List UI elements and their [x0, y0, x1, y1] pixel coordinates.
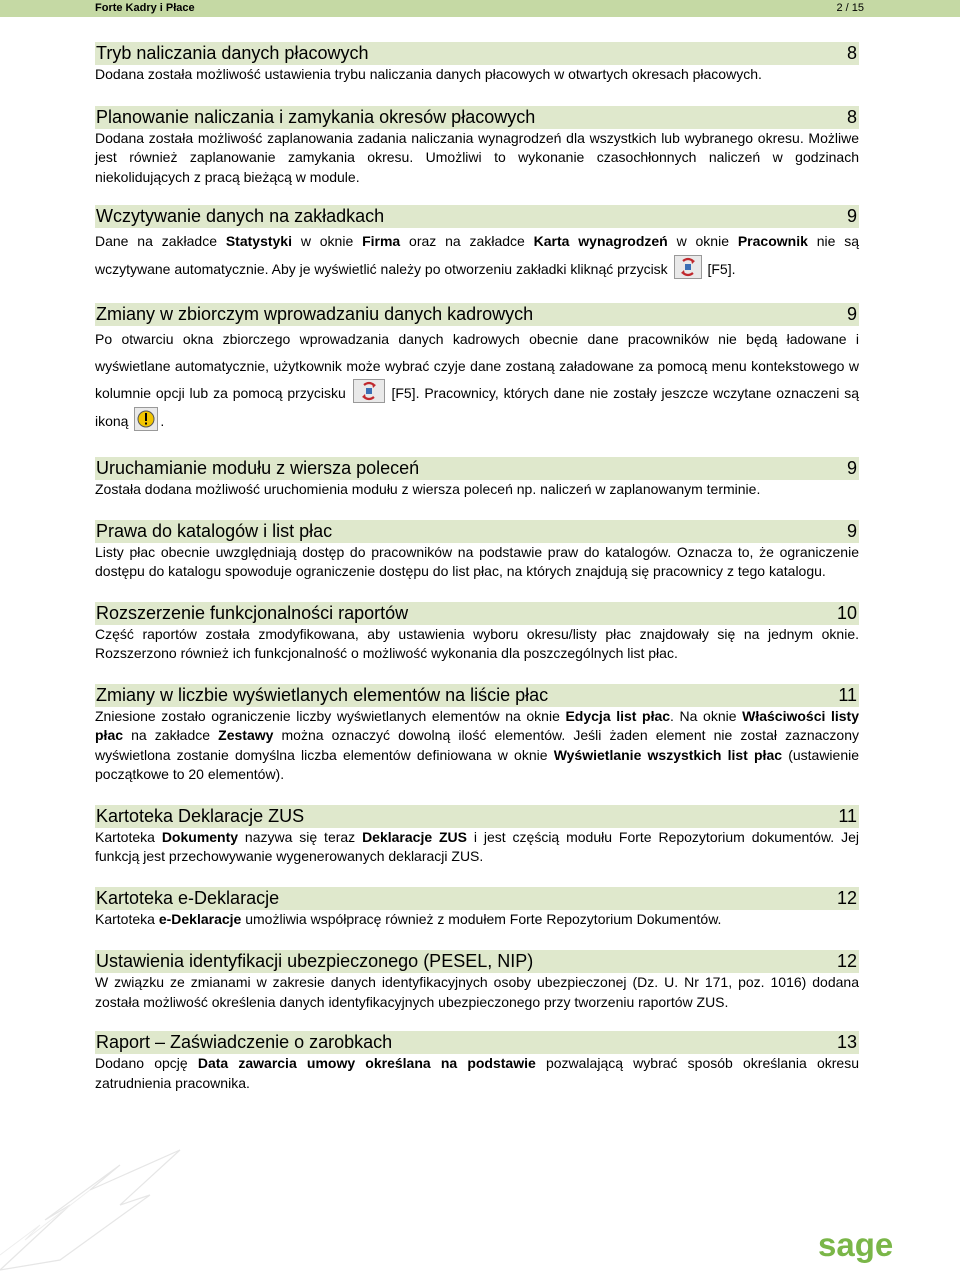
section-title: Zmiany w liczbie wyświetlanych elementów na liście płac	[96, 684, 549, 705]
section-title: Planowanie naliczania i zamykania okresów płacowych	[96, 106, 536, 127]
document-body	[95, 42, 859, 1108]
section-planowanie	[95, 106, 859, 188]
section-title: Kartoteka Deklaracje ZUS	[96, 805, 305, 826]
section-heading	[95, 805, 859, 828]
section-text: Została dodana możliwość uruchomienia modułu z wiersza poleceń np. naliczeń w zaplanowanym terminie.	[95, 481, 761, 497]
section-e-deklaracje	[95, 887, 859, 930]
sage-logo	[818, 1230, 898, 1273]
section-title: Kartoteka e-Deklaracje	[96, 887, 280, 908]
section-title: Prawa do katalogów i list płac	[96, 520, 333, 541]
section-title: Tryb naliczania danych płacowych	[96, 43, 369, 63]
section-title: Raport – Zaświadczenie o zarobkach	[96, 1032, 393, 1052]
section-text: Listy płac obecnie uwzględniają dostęp do pracowników na podstawie praw do katalogów. Oznacza to, że ograniczenie dostępu do katalogu spowoduje ograniczenie dostępu do list płac, na których znajdują się pracownicy z tego katalogu.	[95, 543, 859, 579]
section-heading	[95, 602, 859, 625]
section-lista-plac	[95, 684, 859, 785]
section-heading	[95, 42, 859, 65]
refresh-icon[interactable]	[674, 255, 702, 279]
section-wczytywanie	[95, 205, 859, 283]
section-text: Dane na zakładce Statystyki w oknie Firma oraz na zakładce Karta wynagrodzeń w oknie Pracownik nie są wczytywane automatycznie. Aby je wyświetlić należy po otworzeniu zakładki kliknąć przycisk [F5].	[95, 233, 860, 277]
section-heading	[95, 205, 859, 228]
section-page: 8	[846, 43, 857, 63]
section-page: 13	[836, 1032, 857, 1052]
section-page: 9	[846, 206, 857, 226]
section-page: 8	[846, 106, 857, 127]
section-heading	[95, 106, 859, 129]
section-heading	[95, 950, 859, 973]
section-heading	[95, 520, 859, 543]
decorative-bolt	[0, 1145, 300, 1275]
section-heading	[95, 1031, 859, 1054]
page-number: 2 / 15	[836, 2, 864, 14]
section-uruchamianie	[95, 457, 859, 500]
section-heading	[95, 887, 859, 910]
section-page: 9	[846, 458, 857, 478]
document-title: Forte Kadry i Płace	[95, 2, 195, 14]
section-page: 12	[836, 951, 857, 971]
section-zmiany-zbiorcze	[95, 303, 859, 434]
section-title: Rozszerzenie funkcjonalności raportów	[96, 602, 409, 623]
section-text: Kartoteka e-Deklaracje umożliwia współpracę również z modułem Forte Repozytorium Dokumentów.	[95, 910, 722, 927]
page-header	[0, 0, 960, 17]
logo-text: sage	[818, 1230, 894, 1263]
section-page: 11	[838, 805, 857, 826]
warning-icon	[134, 407, 158, 431]
section-deklaracje-zus	[95, 805, 859, 867]
section-zaswiadczenie	[95, 1031, 859, 1093]
section-prawa	[95, 520, 859, 582]
section-text: Kartoteka Dokumenty nazywa się teraz Deklaracje ZUS i jest częścią modułu Forte Repozytorium dokumentów. Jej funkcją jest przechowywanie wygenerowanych deklaracji ZUS.	[95, 828, 859, 864]
section-tryb	[95, 42, 859, 85]
section-text: Dodano opcję Data zawarcia umowy określana na podstawie pozwalającą wybrać sposób określania okresu zatrudnienia pracownika.	[95, 1055, 859, 1091]
section-page: 10	[836, 602, 857, 623]
section-text: Zniesione zostało ograniczenie liczby wyświetlanych elementów na oknie Edycja list płac. Na oknie Właściwości listy płac na zakładce Zestawy można oznaczyć dowolną ilość elementów. Jeśli żaden element nie został zaznaczony wyświetlona zostanie domyślna liczba elementów definiowana w oknie Wyświetlanie wszystkich list płac (ustawienie początkowe to 20 elementów).	[95, 707, 860, 782]
section-text: Część raportów została zmodyfikowana, aby ustawienia wyboru okresu/listy płac znajdowały się na jednym oknie. Rozszerzono również ich funkcjonalność o możliwość wykonania dla poszczególnych list płac.	[95, 625, 859, 661]
section-title: Wczytywanie danych na zakładkach	[96, 206, 385, 226]
section-title: Ustawienia identyfikacji ubezpieczonego (PESEL, NIP)	[96, 951, 534, 971]
section-heading	[95, 684, 859, 707]
section-title: Zmiany w zbiorczym wprowadzaniu danych kadrowych	[96, 304, 534, 324]
section-page: 9	[846, 520, 857, 541]
section-heading	[95, 457, 859, 480]
section-text: Po otwarciu okna zbiorczego wprowadzania danych kadrowych obecnie dane pracowników nie będą ładowane i wyświetlane automatycznie, użytkownik może wybrać czyje dane zostaną załadowane za pomocą menu kontekstowego w kolumnie opcji lub za pomocą przycisku [F5]. Pracownicy, których dane nie zostały jeszcze wczytane oznaczeni są ikoną .	[95, 331, 859, 429]
section-pesel-nip	[95, 950, 859, 1012]
section-page: 9	[846, 304, 857, 324]
section-page: 12	[836, 887, 857, 908]
section-title: Uruchamianie modułu z wiersza poleceń	[96, 458, 420, 478]
section-text: Dodana została możliwość ustawienia trybu naliczania danych płacowych w otwartych okresach płacowych.	[95, 66, 762, 82]
refresh-icon[interactable]	[353, 379, 385, 403]
section-text: W związku ze zmianami w zakresie danych identyfikacyjnych osoby ubezpieczonej (Dz. U. Nr 171, poz. 1016) dodana została możliwość określenia danych identyfikacyjnych ubezpieczonego przy tworzeniu raportów ZUS.	[95, 974, 859, 1010]
section-page: 11	[838, 684, 857, 705]
section-heading	[95, 303, 859, 326]
section-text: Dodana została możliwość zaplanowania zadania naliczania wynagrodzeń dla wszystkich lub wybranego okresu. Możliwe jest również zaplanowanie zamykania okresu. Umożliwi to wykonanie czasochłonnych naliczeń w godzinach niekolidujących z pracą bieżącą w module.	[95, 129, 859, 185]
section-raporty	[95, 602, 859, 664]
